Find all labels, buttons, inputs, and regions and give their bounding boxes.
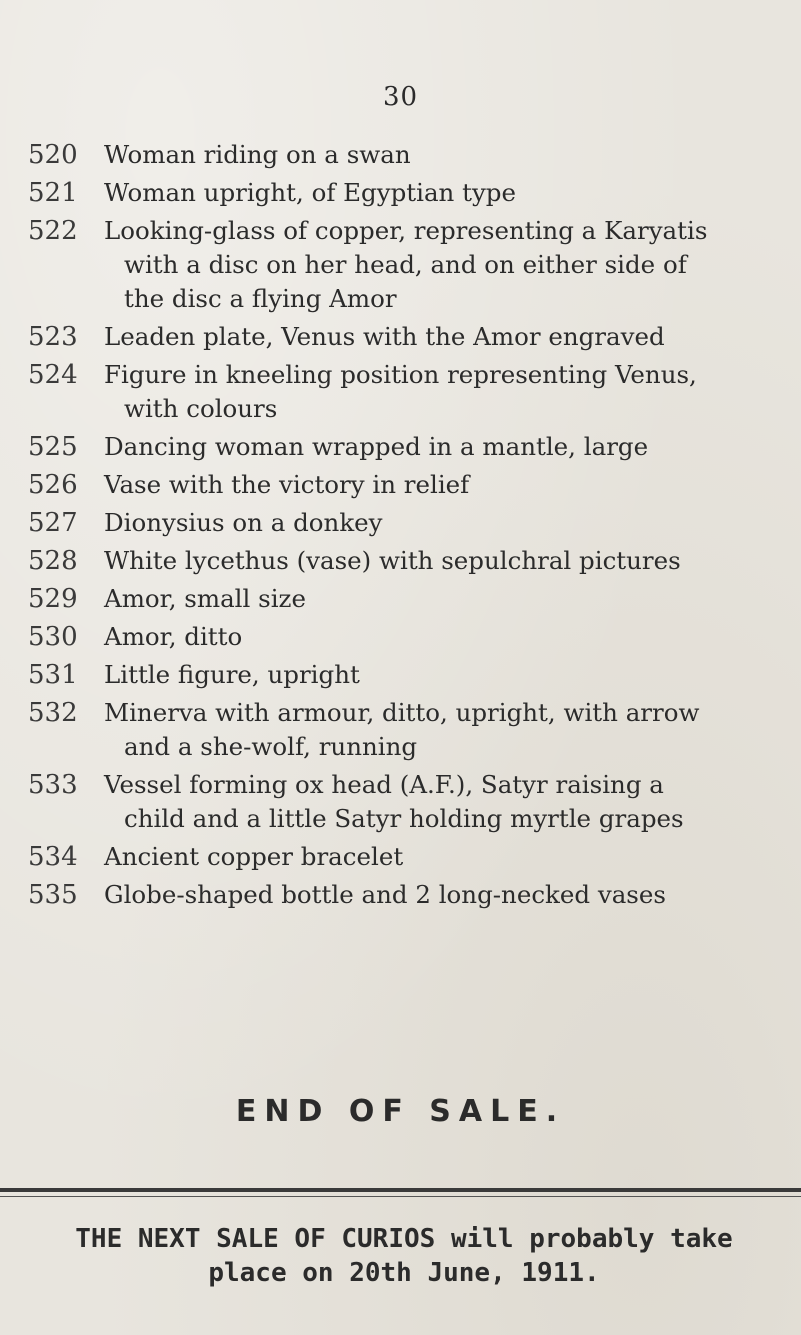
lot-entry (28, 696, 788, 764)
lot-description-line: child and a little Satyr holding myrtle grapes (124, 804, 684, 833)
next-sale-notice (24, 1222, 784, 1290)
lot-number: 526 (28, 470, 78, 500)
lot-number: 529 (28, 584, 78, 614)
lot-description-line: Little figure, upright (104, 660, 360, 689)
next-sale-line-2: place on 20th June, 1911. (208, 1258, 600, 1288)
lot-entry (28, 582, 788, 616)
lot-entry (28, 358, 788, 426)
lot-description-line: with a disc on her head, and on either side of (124, 250, 687, 279)
lot-number: 534 (28, 842, 78, 872)
lot-description-line: Amor, small size (104, 584, 306, 613)
lot-description-line: Dionysius on a donkey (104, 508, 383, 537)
next-sale-line-1: THE NEXT SALE OF CURIOS will probably take (75, 1224, 733, 1254)
lot-number: 525 (28, 432, 78, 462)
divider-rule-thick (0, 1188, 801, 1192)
lot-description-line: and a she-wolf, running (124, 732, 418, 761)
lot-description-line: Amor, ditto (104, 622, 243, 651)
lot-description (92, 320, 788, 354)
lot-description (92, 468, 788, 502)
lot-entry (28, 620, 788, 654)
lot-description-line: Dancing woman wrapped in a mantle, large (104, 432, 649, 461)
lot-description-line: Globe-shaped bottle and 2 long-necked vases (104, 880, 666, 909)
lot-description (92, 840, 788, 874)
lot-description-line: Woman upright, of Egyptian type (104, 178, 516, 207)
lot-number: 530 (28, 622, 78, 652)
end-of-sale-heading: END OF SALE. (235, 1094, 566, 1129)
lot-entry (28, 468, 788, 502)
lot-description-line: with colours (124, 394, 278, 423)
lot-list (28, 138, 788, 916)
lot-entry (28, 506, 788, 540)
lot-entry (28, 430, 788, 464)
lot-number: 520 (28, 140, 78, 170)
lot-description-line: Vase with the victory in relief (104, 470, 470, 499)
lot-description-line: Woman riding on a swan (104, 140, 411, 169)
lot-entry (28, 658, 788, 692)
lot-description (92, 696, 788, 764)
lot-entry (28, 176, 788, 210)
lot-description-line: White lycethus (vase) with sepulchral pictures (104, 546, 681, 575)
lot-description (92, 214, 788, 316)
lot-description (92, 176, 788, 210)
lot-description (92, 506, 788, 540)
lot-description (92, 582, 788, 616)
lot-description-line: Ancient copper bracelet (104, 842, 404, 871)
lot-entry (28, 768, 788, 836)
lot-description (92, 358, 788, 426)
lot-description (92, 768, 788, 836)
lot-description-line: Figure in kneeling position representing Venus, (104, 360, 697, 389)
lot-description (92, 430, 788, 464)
lot-entry (28, 878, 788, 912)
lot-number: 524 (28, 360, 78, 390)
lot-number: 532 (28, 698, 78, 728)
lot-number: 522 (28, 216, 78, 246)
lot-description (92, 544, 788, 578)
lot-number: 527 (28, 508, 78, 538)
page-number: 30 (382, 82, 419, 112)
lot-number: 521 (28, 178, 78, 208)
lot-number: 528 (28, 546, 78, 576)
lot-number: 531 (28, 660, 78, 690)
lot-description-line: Looking-glass of copper, representing a Karyatis (104, 216, 708, 245)
lot-description-line: the disc a flying Amor (124, 284, 397, 313)
lot-number: 523 (28, 322, 78, 352)
lot-number: 533 (28, 770, 78, 800)
lot-description (92, 620, 788, 654)
lot-description-line: Vessel forming ox head (A.F.), Satyr raising a (104, 770, 664, 799)
lot-description (92, 658, 788, 692)
lot-description (92, 878, 788, 912)
lot-entry (28, 214, 788, 316)
lot-description (92, 138, 788, 172)
lot-entry (28, 840, 788, 874)
divider-rule-thin (0, 1196, 801, 1197)
lot-number: 535 (28, 880, 78, 910)
lot-description-line: Leaden plate, Venus with the Amor engraved (104, 322, 665, 351)
lot-entry (28, 138, 788, 172)
lot-entry (28, 320, 788, 354)
lot-description-line: Minerva with armour, ditto, upright, with arrow (104, 698, 700, 727)
lot-entry (28, 544, 788, 578)
